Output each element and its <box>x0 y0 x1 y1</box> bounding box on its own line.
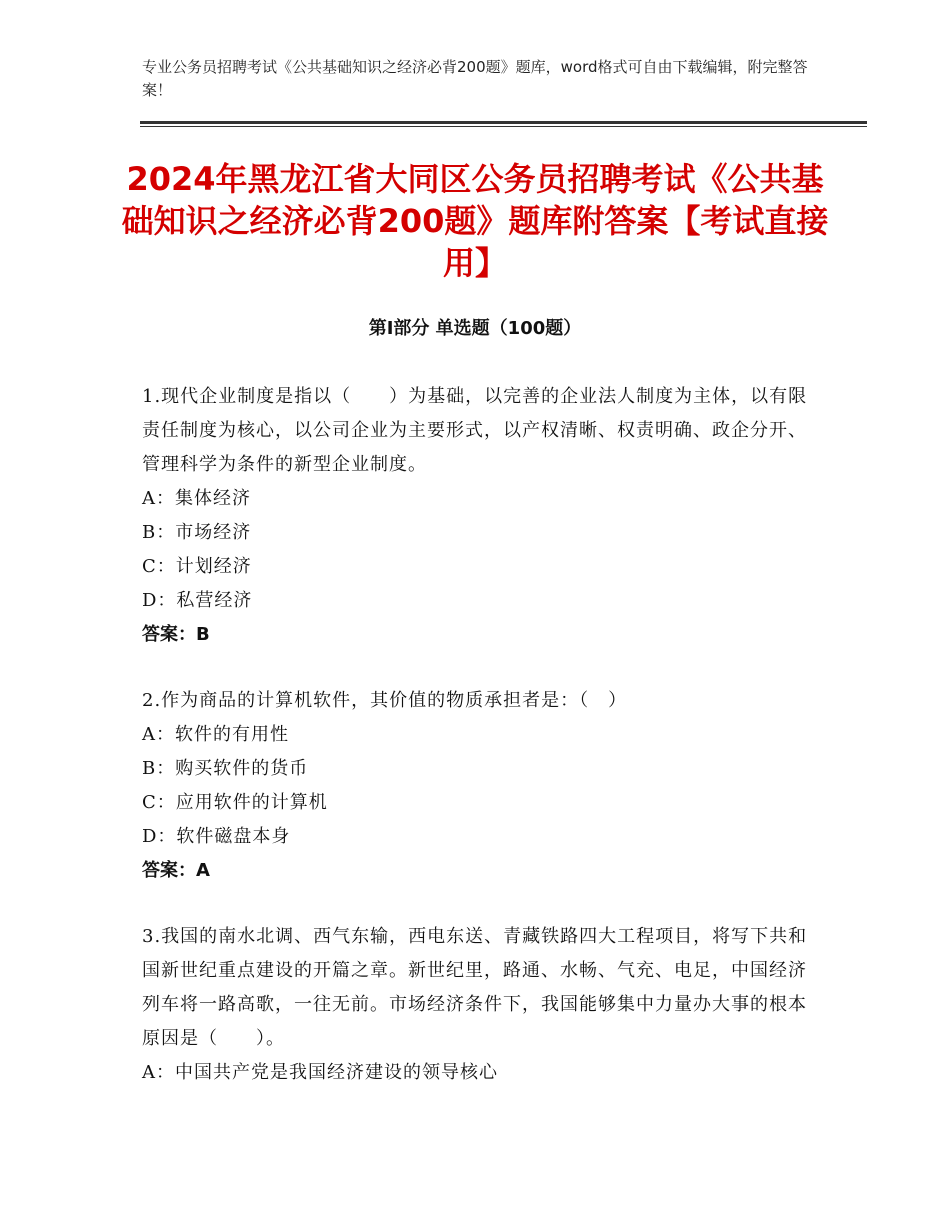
option-c: C：计划经济 <box>142 556 252 577</box>
option-a: A：软件的有用性 <box>142 724 289 745</box>
question-stem: 1.现代企业制度是指以（ ）为基础，以完善的企业法人制度为主体，以有限责任制度为核心，以公司企业为主要形式，以产权清晰、权责明确、政企分开、管理科学为条件的新型企业制度。 <box>142 386 808 475</box>
header-note: 专业公务员招聘考试《公共基础知识之经济必背200题》题库，word格式可自由下载编辑，附完整答案！ <box>142 58 808 99</box>
question-2 <box>142 684 814 888</box>
section-heading: 第Ⅰ部分 单选题（100题） <box>368 318 582 339</box>
answer-line: 答案：B <box>142 624 210 645</box>
option-d: D：私营经济 <box>142 590 253 611</box>
header-divider-thick <box>140 121 867 124</box>
option-b: B：市场经济 <box>142 522 252 543</box>
header-divider-thin <box>140 126 867 127</box>
option-d: D：软件磁盘本身 <box>142 826 291 847</box>
question-1 <box>142 380 814 652</box>
option-a: A：集体经济 <box>142 488 251 509</box>
question-list <box>142 380 814 1122</box>
answer-line: 答案：A <box>142 860 210 881</box>
option-c: C：应用软件的计算机 <box>142 792 328 813</box>
question-stem: 3.我国的南水北调、西气东输，西电东送、青藏铁路四大工程项目，将写下共和国新世纪重点建设的开篇之章。新世纪里，路通、水畅、气充、电足，中国经济列车将一路高歌，一往无前。市场经济条件下，我国能够集中力量办大事的根本原因是（ ）。 <box>142 926 808 1049</box>
question-stem: 2.作为商品的计算机软件，其价值的物质承担者是：（ ） <box>142 690 628 711</box>
question-3 <box>142 920 814 1090</box>
option-b: B：购买软件的货币 <box>142 758 309 779</box>
option-a: A：中国共产党是我国经济建设的领导核心 <box>142 1062 498 1083</box>
document-title: 2024年黑龙江省大同区公务员招聘考试《公共基础知识之经济必背200题》题库附答案【考试直接用】 <box>121 160 829 282</box>
